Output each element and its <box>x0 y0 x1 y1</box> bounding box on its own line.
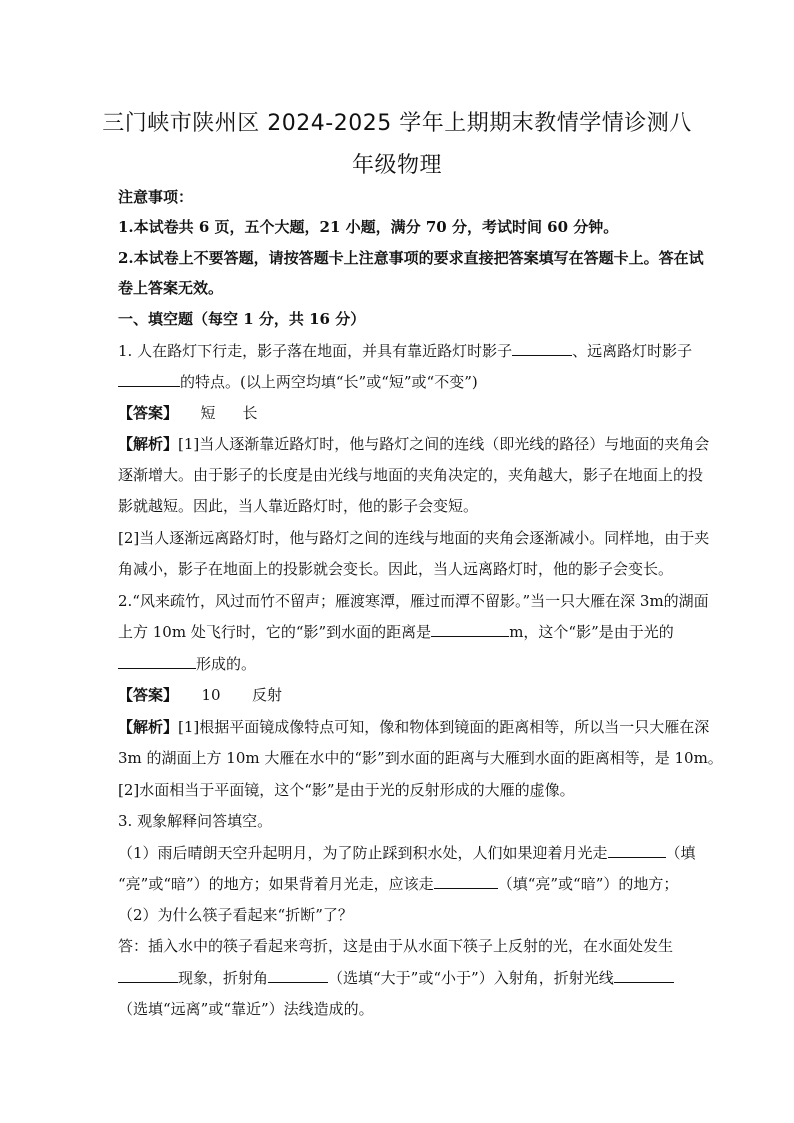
q2-line3 <box>118 653 666 675</box>
q2-line1: 2.“风来疏竹，风过而竹不留声；雁渡寒潭，雁过而潭不留影。”当一只大雁在深 3m的湖面 <box>118 592 709 610</box>
q1-answer-1: 短 <box>200 404 216 422</box>
q3-part1-line2 <box>118 873 679 895</box>
q1-line1 <box>118 340 693 362</box>
q2-blank-2 <box>118 654 196 669</box>
notice-item-1: 1.本试卷共 6 页，五个大题，21 小题，满分 70 分，考试时间 60 分钟。 <box>118 218 619 236</box>
q3-line0: 3. 观象解释问答填空。 <box>118 812 273 830</box>
q2-line2 <box>118 621 674 643</box>
answer-label: 【答案】 <box>118 404 179 422</box>
notice-item-2b: 卷上答案无效。 <box>118 279 224 297</box>
q1-text-b: 、远离路灯时影子 <box>572 342 693 360</box>
q1-answer <box>118 402 666 424</box>
q1-line2 <box>118 371 666 393</box>
q3-blank-4 <box>268 968 328 983</box>
q2-blank-1 <box>431 622 509 637</box>
answer-label: 【答案】 <box>118 686 179 704</box>
q3-answer-line1: 答：插入水中的筷子看起来弯折，这是由于从水面下筷子上反射的光，在水面处发生 <box>118 937 674 955</box>
q3-blank-3 <box>118 968 178 983</box>
q1-answer-2: 长 <box>242 404 258 422</box>
q3-blank-1 <box>608 843 666 858</box>
q2-answer <box>118 684 666 706</box>
q1-analysis-1 <box>118 433 710 455</box>
analysis-label: 【解析】 <box>118 718 179 736</box>
page-title-line1: 三门峡市陕州区 2024-2025 学年上期期末教情学情诊测八 <box>102 111 692 136</box>
q3-text-a: （1）雨后晴朗天空升起明月，为了防止踩到积水处，人们如果迎着月光走 <box>118 844 608 862</box>
q1-analysis-5: 角减小，影子在地面上的投影就会变长。因此，当人远离路灯时，他的影子会变长。 <box>118 560 674 578</box>
q2-text-c: 形成的。 <box>196 655 257 673</box>
q3-answer-line2 <box>118 967 666 989</box>
q2-text-b: m，这个“影”是由于光的 <box>509 623 674 641</box>
q1-analysis-3: 影就越短。因此，当人靠近路灯时，他的影子会变短。 <box>118 497 479 515</box>
notice-heading: 注意事项： <box>118 188 194 206</box>
q1-analysis-2: 逐渐增大。由于影子的长度是由光线与地面的夹角决定的，夹角越大，影子在地面上的投 <box>118 466 704 484</box>
notice-item-2a: 2.本试卷上不要答题，请按答题卡上注意事项的要求直接把答案填写在答题卡上。答在试 <box>118 249 704 267</box>
q3-text-d: （填“亮”或“暗”）的地方； <box>497 875 679 893</box>
q3-text-e: 现象，折射角 <box>178 969 269 987</box>
q1-blank-2 <box>118 372 180 387</box>
q1-text-a: 1. 人在路灯下行走，影子落在地面，并具有靠近路灯时影子 <box>118 342 513 360</box>
q1-text-c: 的特点。(以上两空均填“长”或“短”或“不变”) <box>180 373 478 391</box>
q2-analysis-text-1: [1]根据平面镜成像特点可知，像和物体到镜面的距离相等，所以当一只大雁在深 <box>178 718 710 736</box>
q3-text-f: （选填“大于”或“小于”）入射角，折射光线 <box>328 969 614 987</box>
q3-blank-2 <box>434 874 498 889</box>
q3-blank-5 <box>614 968 674 983</box>
q2-text-a: 上方 10m 处飞行时，它的“影”到水面的距离是 <box>118 623 432 641</box>
q1-analysis-4: [2]当人逐渐远离路灯时，他与路灯之间的连线与地面的夹角会逐渐减小。同样地，由于夹 <box>118 529 710 547</box>
q2-answer-2: 反射 <box>252 686 283 704</box>
q2-analysis-3: [2]水面相当于平面镜，这个“影”是由于光的反射形成的大雁的虚像。 <box>118 781 575 799</box>
q1-analysis-text-1: [1]当人逐渐靠近路灯时，他与路灯之间的连线（即光线的路径）与地面的夹角会 <box>178 435 710 453</box>
q3-part2: （2）为什么筷子看起来“折断”了？ <box>118 906 353 924</box>
q1-blank-1 <box>512 341 572 356</box>
section-heading: 一、填空题（每空 1 分，共 16 分） <box>118 310 366 328</box>
q2-answer-1: 10 <box>201 686 221 704</box>
q2-analysis-1 <box>118 716 710 738</box>
q3-text-c: “亮”或“暗”）的地方；如果背着月光走，应该走 <box>118 875 434 893</box>
page-title-line2: 年级物理 <box>351 153 442 178</box>
q3-text-b: （填 <box>665 844 696 862</box>
q3-part1-line1 <box>118 842 696 864</box>
q3-answer-line3: （选填“远离”或“靠近”）法线造成的。 <box>118 1000 374 1018</box>
analysis-label: 【解析】 <box>118 435 179 453</box>
q2-analysis-2: 3m 的湖面上方 10m 大雁在水中的“影”到水面的距离与大雁到水面的距离相等，是 10m。 <box>118 749 723 767</box>
